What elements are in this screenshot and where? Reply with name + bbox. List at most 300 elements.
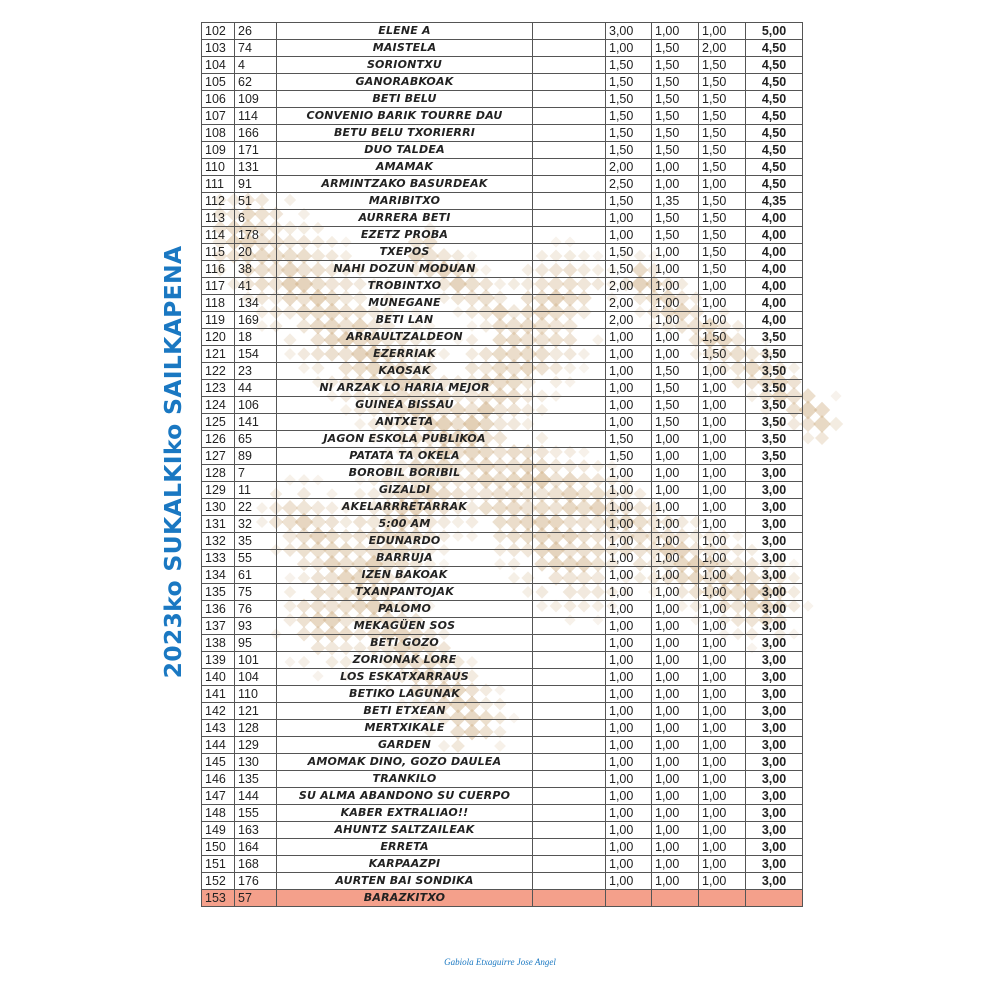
entry-number-cell: 129 xyxy=(235,737,277,754)
score-1-cell: 1,00 xyxy=(606,567,652,584)
position-cell: 104 xyxy=(202,57,235,74)
table-row xyxy=(202,890,803,907)
score-2-cell: 1,50 xyxy=(652,210,699,227)
total-score-cell: 3,00 xyxy=(746,873,803,890)
entry-number-cell: 89 xyxy=(235,448,277,465)
score-1-cell: 1,50 xyxy=(606,261,652,278)
team-name-cell: MUNEGANE xyxy=(277,295,533,312)
score-2-cell: 1,50 xyxy=(652,142,699,159)
score-2-cell: 1,00 xyxy=(652,465,699,482)
team-name-cell: BETI GOZO xyxy=(277,635,533,652)
entry-number-cell: 18 xyxy=(235,329,277,346)
score-3-cell: 1,50 xyxy=(699,159,746,176)
table-row xyxy=(202,125,803,142)
score-2-cell: 1,00 xyxy=(652,703,699,720)
entry-number-cell: 35 xyxy=(235,533,277,550)
entry-number-cell: 32 xyxy=(235,516,277,533)
total-score-cell: 4,00 xyxy=(746,227,803,244)
table-row xyxy=(202,363,803,380)
score-2-cell: 1,00 xyxy=(652,601,699,618)
score-1-cell: 1,00 xyxy=(606,839,652,856)
total-score-cell: 4,50 xyxy=(746,125,803,142)
score-3-cell xyxy=(699,890,746,907)
entry-number-cell: 163 xyxy=(235,822,277,839)
blank-cell xyxy=(533,720,606,737)
blank-cell xyxy=(533,176,606,193)
blank-cell xyxy=(533,363,606,380)
blank-cell xyxy=(533,635,606,652)
position-cell: 131 xyxy=(202,516,235,533)
table-row xyxy=(202,176,803,193)
table-row xyxy=(202,108,803,125)
score-3-cell: 1,50 xyxy=(699,125,746,142)
total-score-cell: 3,00 xyxy=(746,550,803,567)
entry-number-cell: 109 xyxy=(235,91,277,108)
score-3-cell: 1,00 xyxy=(699,176,746,193)
team-name-cell: ARRAULTZALDEON xyxy=(277,329,533,346)
score-2-cell: 1,00 xyxy=(652,686,699,703)
entry-number-cell: 51 xyxy=(235,193,277,210)
score-2-cell: 1,00 xyxy=(652,618,699,635)
total-score-cell: 4,00 xyxy=(746,261,803,278)
score-3-cell: 1,00 xyxy=(699,618,746,635)
entry-number-cell: 55 xyxy=(235,550,277,567)
footer-credit: Gabiola Etxaguirre Jose Angel xyxy=(444,957,556,967)
total-score-cell: 3,50 xyxy=(746,397,803,414)
score-3-cell: 1,00 xyxy=(699,652,746,669)
table-row xyxy=(202,210,803,227)
blank-cell xyxy=(533,210,606,227)
table-row xyxy=(202,397,803,414)
table-row xyxy=(202,533,803,550)
score-2-cell: 1,50 xyxy=(652,108,699,125)
total-score-cell: 3,50 xyxy=(746,448,803,465)
score-2-cell: 1,50 xyxy=(652,363,699,380)
total-score-cell xyxy=(746,890,803,907)
team-name-cell: MARIBITXO xyxy=(277,193,533,210)
watermark-tile xyxy=(815,431,829,445)
total-score-cell: 3,00 xyxy=(746,567,803,584)
score-2-cell: 1,00 xyxy=(652,533,699,550)
blank-cell xyxy=(533,669,606,686)
team-name-cell: PALOMO xyxy=(277,601,533,618)
position-cell: 140 xyxy=(202,669,235,686)
score-3-cell: 1,00 xyxy=(699,856,746,873)
blank-cell xyxy=(533,125,606,142)
table-row xyxy=(202,261,803,278)
total-score-cell: 4,00 xyxy=(746,312,803,329)
score-1-cell: 1,00 xyxy=(606,737,652,754)
table-row xyxy=(202,584,803,601)
position-cell: 152 xyxy=(202,873,235,890)
team-name-cell: SU ALMA ABANDONO SU CUERPO xyxy=(277,788,533,805)
team-name-cell: IZEN BAKOAK xyxy=(277,567,533,584)
position-cell: 103 xyxy=(202,40,235,57)
score-2-cell: 1,50 xyxy=(652,91,699,108)
blank-cell xyxy=(533,295,606,312)
entry-number-cell: 104 xyxy=(235,669,277,686)
position-cell: 145 xyxy=(202,754,235,771)
team-name-cell: AURRERA BETI xyxy=(277,210,533,227)
table-row xyxy=(202,346,803,363)
entry-number-cell: 22 xyxy=(235,499,277,516)
table-row xyxy=(202,23,803,40)
team-name-cell: KABER EXTRALIAO!! xyxy=(277,805,533,822)
total-score-cell: 3,00 xyxy=(746,618,803,635)
team-name-cell: AMOMAK DINO, GOZO DAULEA xyxy=(277,754,533,771)
total-score-cell: 3,50 xyxy=(746,329,803,346)
table-row xyxy=(202,635,803,652)
total-score-cell: 4,35 xyxy=(746,193,803,210)
score-1-cell: 1,00 xyxy=(606,227,652,244)
position-cell: 122 xyxy=(202,363,235,380)
score-1-cell: 1,00 xyxy=(606,686,652,703)
score-1-cell: 1,00 xyxy=(606,805,652,822)
table-row xyxy=(202,57,803,74)
table-row xyxy=(202,567,803,584)
position-cell: 119 xyxy=(202,312,235,329)
team-name-cell: 5:00 AM xyxy=(277,516,533,533)
entry-number-cell: 110 xyxy=(235,686,277,703)
position-cell: 134 xyxy=(202,567,235,584)
table-row xyxy=(202,380,803,397)
total-score-cell: 3,00 xyxy=(746,601,803,618)
position-cell: 135 xyxy=(202,584,235,601)
entry-number-cell: 91 xyxy=(235,176,277,193)
blank-cell xyxy=(533,23,606,40)
score-1-cell: 1,00 xyxy=(606,346,652,363)
position-cell: 146 xyxy=(202,771,235,788)
score-3-cell: 1,00 xyxy=(699,720,746,737)
position-cell: 102 xyxy=(202,23,235,40)
table-row xyxy=(202,652,803,669)
score-3-cell: 1,00 xyxy=(699,448,746,465)
table-row xyxy=(202,329,803,346)
score-1-cell: 1,00 xyxy=(606,856,652,873)
entry-number-cell: 114 xyxy=(235,108,277,125)
position-cell: 125 xyxy=(202,414,235,431)
team-name-cell: DUO TALDEA xyxy=(277,142,533,159)
position-cell: 133 xyxy=(202,550,235,567)
score-3-cell: 1,50 xyxy=(699,91,746,108)
score-2-cell: 1,00 xyxy=(652,550,699,567)
team-name-cell: BETI BELU xyxy=(277,91,533,108)
total-score-cell: 4,50 xyxy=(746,176,803,193)
blank-cell xyxy=(533,312,606,329)
score-2-cell: 1,00 xyxy=(652,159,699,176)
score-3-cell: 1,00 xyxy=(699,516,746,533)
score-3-cell: 1,00 xyxy=(699,499,746,516)
score-3-cell: 1,00 xyxy=(699,754,746,771)
team-name-cell: PATATA TA OKELA xyxy=(277,448,533,465)
table-row xyxy=(202,40,803,57)
total-score-cell: 3,00 xyxy=(746,499,803,516)
position-cell: 114 xyxy=(202,227,235,244)
position-cell: 142 xyxy=(202,703,235,720)
score-2-cell: 1,00 xyxy=(652,856,699,873)
table-row xyxy=(202,244,803,261)
score-1-cell: 2,00 xyxy=(606,278,652,295)
table-row xyxy=(202,431,803,448)
position-cell: 126 xyxy=(202,431,235,448)
table-row xyxy=(202,193,803,210)
entry-number-cell: 164 xyxy=(235,839,277,856)
score-1-cell: 3,00 xyxy=(606,23,652,40)
score-1-cell: 1,00 xyxy=(606,397,652,414)
score-1-cell: 1,00 xyxy=(606,482,652,499)
blank-cell xyxy=(533,567,606,584)
position-cell: 118 xyxy=(202,295,235,312)
score-2-cell: 1,00 xyxy=(652,482,699,499)
blank-cell xyxy=(533,856,606,873)
table-row xyxy=(202,737,803,754)
team-name-cell: AHUNTZ SALTZAILEAK xyxy=(277,822,533,839)
table-row xyxy=(202,601,803,618)
blank-cell xyxy=(533,618,606,635)
blank-cell xyxy=(533,890,606,907)
blank-cell xyxy=(533,652,606,669)
table-row xyxy=(202,159,803,176)
score-3-cell: 1,00 xyxy=(699,839,746,856)
entry-number-cell: 131 xyxy=(235,159,277,176)
score-2-cell: 1,50 xyxy=(652,414,699,431)
team-name-cell: GANORABKOAK xyxy=(277,74,533,91)
score-3-cell: 1,00 xyxy=(699,737,746,754)
total-score-cell: 3.50 xyxy=(746,380,803,397)
position-cell: 148 xyxy=(202,805,235,822)
total-score-cell: 4,50 xyxy=(746,142,803,159)
score-3-cell: 1,50 xyxy=(699,142,746,159)
score-2-cell: 1,00 xyxy=(652,839,699,856)
position-cell: 144 xyxy=(202,737,235,754)
score-2-cell xyxy=(652,890,699,907)
score-2-cell: 1,00 xyxy=(652,822,699,839)
position-cell: 150 xyxy=(202,839,235,856)
score-1-cell: 1,00 xyxy=(606,652,652,669)
total-score-cell: 3,00 xyxy=(746,516,803,533)
team-name-cell: TRANKILO xyxy=(277,771,533,788)
score-1-cell: 2,00 xyxy=(606,312,652,329)
total-score-cell: 3,50 xyxy=(746,414,803,431)
position-cell: 151 xyxy=(202,856,235,873)
position-cell: 127 xyxy=(202,448,235,465)
team-name-cell: AKELARRRETARRAK xyxy=(277,499,533,516)
score-2-cell: 1,00 xyxy=(652,652,699,669)
team-name-cell: EDUNARDO xyxy=(277,533,533,550)
score-3-cell: 1,00 xyxy=(699,465,746,482)
team-name-cell: AMAMAK xyxy=(277,159,533,176)
position-cell: 120 xyxy=(202,329,235,346)
score-3-cell: 1,50 xyxy=(699,74,746,91)
watermark-tile xyxy=(830,390,841,401)
score-3-cell: 1,00 xyxy=(699,822,746,839)
blank-cell xyxy=(533,448,606,465)
score-2-cell: 1,00 xyxy=(652,516,699,533)
blank-cell xyxy=(533,278,606,295)
score-2-cell: 1,50 xyxy=(652,57,699,74)
blank-cell xyxy=(533,414,606,431)
entry-number-cell: 154 xyxy=(235,346,277,363)
total-score-cell: 3,00 xyxy=(746,788,803,805)
score-3-cell: 1,00 xyxy=(699,295,746,312)
total-score-cell: 3,50 xyxy=(746,363,803,380)
total-score-cell: 3,00 xyxy=(746,720,803,737)
entry-number-cell: 4 xyxy=(235,57,277,74)
score-3-cell: 1,00 xyxy=(699,669,746,686)
team-name-cell: MAISTELA xyxy=(277,40,533,57)
total-score-cell: 3,00 xyxy=(746,465,803,482)
score-1-cell: 1,00 xyxy=(606,584,652,601)
entry-number-cell: 134 xyxy=(235,295,277,312)
entry-number-cell: 93 xyxy=(235,618,277,635)
blank-cell xyxy=(533,346,606,363)
blank-cell xyxy=(533,805,606,822)
entry-number-cell: 141 xyxy=(235,414,277,431)
team-name-cell: KAOSAK xyxy=(277,363,533,380)
score-2-cell: 1,50 xyxy=(652,227,699,244)
score-1-cell: 1,00 xyxy=(606,720,652,737)
entry-number-cell: 155 xyxy=(235,805,277,822)
score-1-cell: 2,00 xyxy=(606,159,652,176)
score-1-cell: 1,00 xyxy=(606,516,652,533)
blank-cell xyxy=(533,601,606,618)
team-name-cell: EZERRIAK xyxy=(277,346,533,363)
score-1-cell: 1,00 xyxy=(606,771,652,788)
score-2-cell: 1,00 xyxy=(652,448,699,465)
score-1-cell: 1,00 xyxy=(606,533,652,550)
score-3-cell: 1,50 xyxy=(699,57,746,74)
entry-number-cell: 166 xyxy=(235,125,277,142)
table-row xyxy=(202,686,803,703)
watermark-tile xyxy=(813,415,831,433)
score-2-cell: 1,00 xyxy=(652,873,699,890)
entry-number-cell: 62 xyxy=(235,74,277,91)
position-cell: 108 xyxy=(202,125,235,142)
score-1-cell: 1,00 xyxy=(606,499,652,516)
score-1-cell: 1,00 xyxy=(606,465,652,482)
score-2-cell: 1,00 xyxy=(652,635,699,652)
score-3-cell: 1,50 xyxy=(699,329,746,346)
score-1-cell: 1,00 xyxy=(606,788,652,805)
total-score-cell: 3,50 xyxy=(746,431,803,448)
position-cell: 116 xyxy=(202,261,235,278)
entry-number-cell: 11 xyxy=(235,482,277,499)
table-row xyxy=(202,278,803,295)
score-3-cell: 1,00 xyxy=(699,414,746,431)
total-score-cell: 3,00 xyxy=(746,584,803,601)
total-score-cell: 3,00 xyxy=(746,805,803,822)
entry-number-cell: 95 xyxy=(235,635,277,652)
score-1-cell: 1,50 xyxy=(606,125,652,142)
score-1-cell: 2,00 xyxy=(606,295,652,312)
blank-cell xyxy=(533,108,606,125)
total-score-cell: 5,00 xyxy=(746,23,803,40)
score-3-cell: 1,50 xyxy=(699,227,746,244)
score-1-cell: 1,00 xyxy=(606,550,652,567)
table-row xyxy=(202,227,803,244)
score-1-cell: 1,00 xyxy=(606,380,652,397)
table-row xyxy=(202,482,803,499)
team-name-cell: BETU BELU TXORIERRI xyxy=(277,125,533,142)
table-row xyxy=(202,142,803,159)
entry-number-cell: 65 xyxy=(235,431,277,448)
position-cell: 138 xyxy=(202,635,235,652)
total-score-cell: 3,00 xyxy=(746,482,803,499)
score-2-cell: 1,00 xyxy=(652,720,699,737)
total-score-cell: 4,50 xyxy=(746,57,803,74)
blank-cell xyxy=(533,550,606,567)
score-1-cell: 1,00 xyxy=(606,618,652,635)
position-cell: 106 xyxy=(202,91,235,108)
score-2-cell: 1,00 xyxy=(652,499,699,516)
score-3-cell: 1,00 xyxy=(699,584,746,601)
entry-number-cell: 61 xyxy=(235,567,277,584)
total-score-cell: 3,00 xyxy=(746,635,803,652)
team-name-cell: BETI LAN xyxy=(277,312,533,329)
score-3-cell: 1,00 xyxy=(699,380,746,397)
watermark-tile xyxy=(829,417,843,431)
total-score-cell: 4,00 xyxy=(746,295,803,312)
position-cell: 143 xyxy=(202,720,235,737)
entry-number-cell: 6 xyxy=(235,210,277,227)
total-score-cell: 4,00 xyxy=(746,244,803,261)
score-3-cell: 1,00 xyxy=(699,805,746,822)
score-3-cell: 1,50 xyxy=(699,193,746,210)
score-1-cell: 1,00 xyxy=(606,873,652,890)
blank-cell xyxy=(533,40,606,57)
position-cell: 136 xyxy=(202,601,235,618)
blank-cell xyxy=(533,431,606,448)
entry-number-cell: 20 xyxy=(235,244,277,261)
score-3-cell: 1,00 xyxy=(699,363,746,380)
blank-cell xyxy=(533,482,606,499)
entry-number-cell: 135 xyxy=(235,771,277,788)
total-score-cell: 4,50 xyxy=(746,108,803,125)
entry-number-cell: 26 xyxy=(235,23,277,40)
blank-cell xyxy=(533,465,606,482)
score-3-cell: 1,00 xyxy=(699,703,746,720)
position-cell: 107 xyxy=(202,108,235,125)
score-2-cell: 1,00 xyxy=(652,805,699,822)
score-1-cell: 1,00 xyxy=(606,669,652,686)
score-1-cell: 1,00 xyxy=(606,414,652,431)
position-cell: 123 xyxy=(202,380,235,397)
position-cell: 110 xyxy=(202,159,235,176)
team-name-cell: ELENE A xyxy=(277,23,533,40)
team-name-cell: CONVENIO BARIK TOURRE DAU xyxy=(277,108,533,125)
total-score-cell: 3,00 xyxy=(746,856,803,873)
score-3-cell: 1,00 xyxy=(699,278,746,295)
total-score-cell: 4,50 xyxy=(746,40,803,57)
table-row xyxy=(202,669,803,686)
score-1-cell: 1,00 xyxy=(606,635,652,652)
position-cell: 132 xyxy=(202,533,235,550)
page-title: 2023ko SUKALKIko SAILKAPENA xyxy=(159,245,187,679)
table-row xyxy=(202,448,803,465)
table-row xyxy=(202,805,803,822)
score-1-cell: 1,00 xyxy=(606,822,652,839)
score-1-cell: 1,00 xyxy=(606,601,652,618)
total-score-cell: 3,00 xyxy=(746,771,803,788)
score-3-cell: 1,00 xyxy=(699,482,746,499)
table-row xyxy=(202,312,803,329)
position-cell: 128 xyxy=(202,465,235,482)
score-3-cell: 1,00 xyxy=(699,397,746,414)
table-row xyxy=(202,771,803,788)
score-2-cell: 1,50 xyxy=(652,125,699,142)
position-cell: 139 xyxy=(202,652,235,669)
score-3-cell: 1,50 xyxy=(699,108,746,125)
